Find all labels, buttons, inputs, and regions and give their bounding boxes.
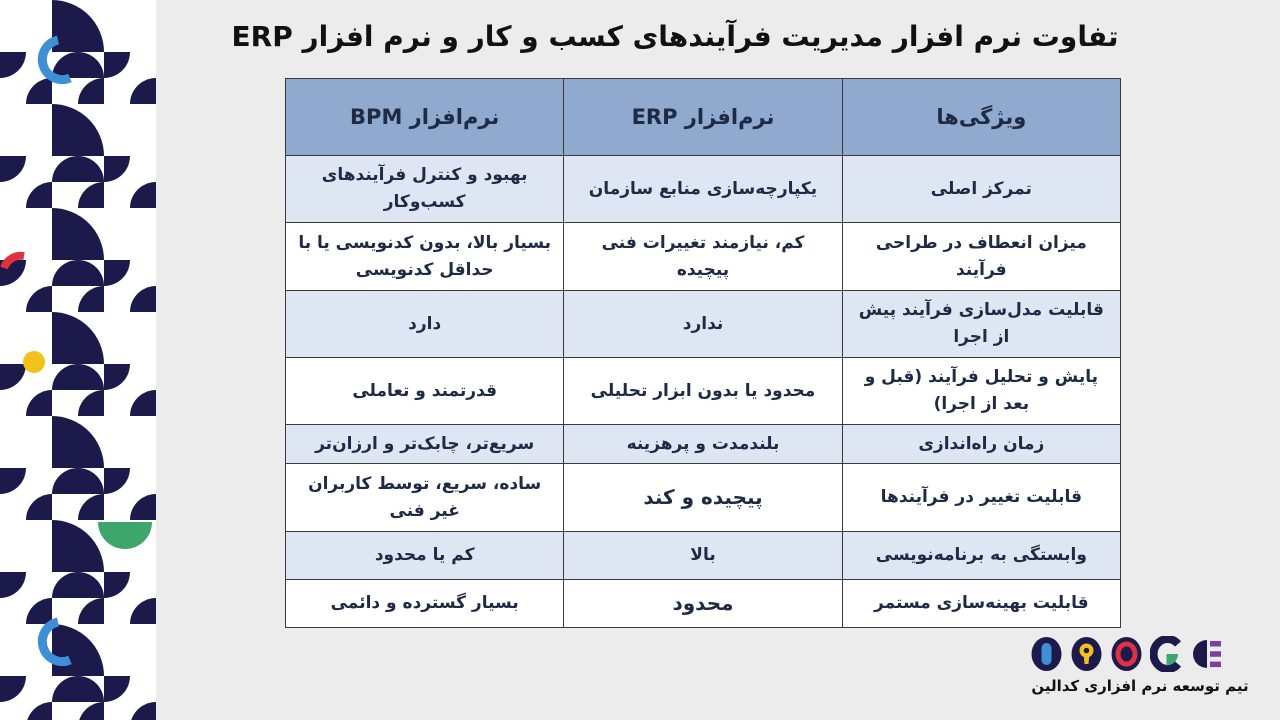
bpm-cell: کم یا محدود — [286, 532, 564, 580]
decorative-pattern — [0, 0, 156, 720]
erp-cell: محدود — [564, 580, 842, 628]
table-row — [286, 580, 1121, 628]
o-letter-icon — [1110, 636, 1143, 672]
erp-cell: بلندمدت و پرهزینه — [564, 425, 842, 464]
table-row — [286, 358, 1121, 425]
header-erp: نرم‌افزار ERP — [564, 79, 842, 156]
bpm-cell: قدرتمند و تعاملی — [286, 358, 564, 425]
feature-cell: قابلیت بهینه‌سازی مستمر — [842, 580, 1120, 628]
feature-cell: پایش و تحلیل فرآیند (قبل و بعد از اجرا) — [842, 358, 1120, 425]
bpm-cell: سریع‌تر، چابک‌تر و ارزان‌تر — [286, 425, 564, 464]
pill-icon — [1030, 636, 1063, 672]
comparison-table — [285, 78, 1121, 628]
header-features: ویژگی‌ها — [842, 79, 1120, 156]
erp-cell: ندارد — [564, 291, 842, 358]
table-row — [286, 425, 1121, 464]
erp-cell: یکپارچه‌سازی منابع سازمان — [564, 156, 842, 223]
e-letter-icon — [1190, 636, 1223, 672]
erp-cell: محدود یا بدون ابزار تحلیلی — [564, 358, 842, 425]
bpm-cell: بسیار گسترده و دائمی — [286, 580, 564, 628]
brand-logo — [1030, 636, 1223, 672]
c-letter-icon — [1150, 636, 1183, 672]
feature-cell: میزان انعطاف در طراحی فرآیند — [842, 223, 1120, 291]
bpm-cell: بهبود و کنترل فرآیندهای کسب‌وکار — [286, 156, 564, 223]
feature-cell: زمان راه‌اندازی — [842, 425, 1120, 464]
erp-cell: کم، نیازمند تغییرات فنی پیچیده — [564, 223, 842, 291]
table-row — [286, 156, 1121, 223]
bpm-cell: ساده، سریع، توسط کاربران غیر فنی — [286, 464, 564, 532]
table-header-row — [286, 79, 1121, 156]
feature-cell: قابلیت مدل‌سازی فرآیند پیش از اجرا — [842, 291, 1120, 358]
feature-cell: وابستگی به برنامه‌نویسی — [842, 532, 1120, 580]
bpm-cell: دارد — [286, 291, 564, 358]
brand-logo-block — [1012, 636, 1268, 706]
bpm-cell: بسیار بالا، بدون کدنویسی یا با حداقل کدنویسی — [286, 223, 564, 291]
table-row — [286, 532, 1121, 580]
keyhole-icon — [1070, 636, 1103, 672]
feature-cell: قابلیت تغییر در فرآیندها — [842, 464, 1120, 532]
erp-cell: پیچیده و کند — [564, 464, 842, 532]
table-row — [286, 223, 1121, 291]
page-title: تفاوت نرم افزار مدیریت فرآیندهای کسب و کار و نرم افزار ERP — [231, 20, 1119, 53]
brand-name: تیم توسعه نرم افزاری کدالین — [1031, 677, 1249, 695]
feature-cell: تمرکز اصلی — [842, 156, 1120, 223]
header-bpm: نرم‌افزار BPM — [286, 79, 564, 156]
geometric-pattern-graphic — [0, 0, 156, 720]
table-row — [286, 464, 1121, 532]
table-row — [286, 291, 1121, 358]
erp-cell: بالا — [564, 532, 842, 580]
